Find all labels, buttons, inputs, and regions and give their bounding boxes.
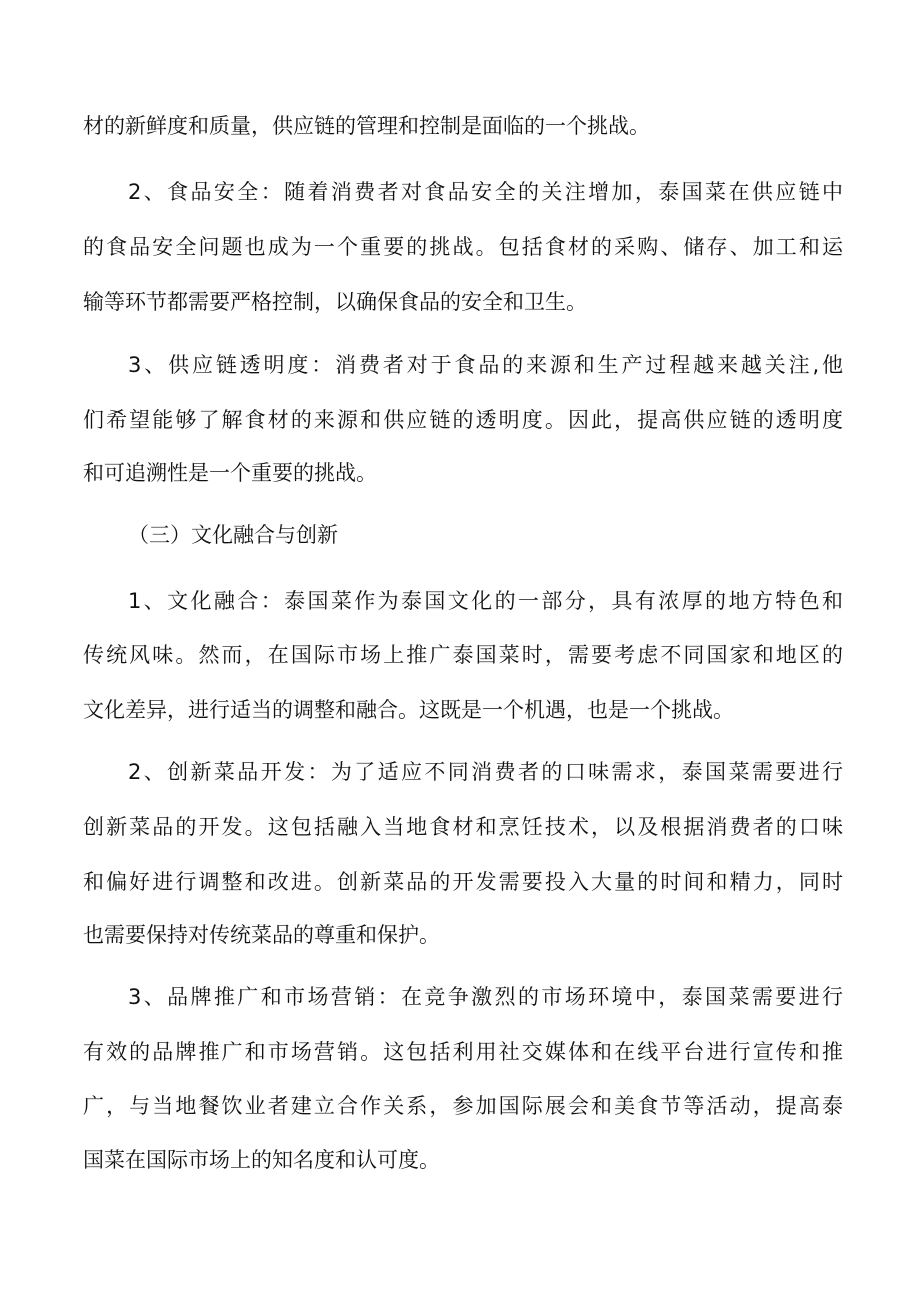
paragraph-line: 创新菜品的开发。这包括融入当地食材和烹饪技术，以及根据消费者的口味 — [83, 815, 843, 839]
paragraph-line: 3、供应链透明度：消费者对于食品的来源和生产过程越来越关注,他 — [128, 353, 843, 377]
paragraph-line: 广，与当地餐饮业者建立合作关系，参加国际展会和美食节等活动，提高泰 — [83, 1094, 843, 1118]
paragraph-line: 3、品牌推广和市场营销：在竞争激烈的市场环境中，泰国菜需要进行 — [128, 985, 843, 1009]
paragraph-line: 2、创新菜品开发：为了适应不同消费者的口味需求，泰国菜需要进行 — [128, 760, 843, 784]
paragraph-line: 和可追溯性是一个重要的挑战。 — [83, 461, 377, 485]
paragraph-line: 的食品安全问题也成为一个重要的挑战。包括食材的采购、储存、加工和运 — [83, 235, 843, 259]
paragraph-line: 材的新鲜度和质量，供应链的管理和控制是面临的一个挑战。 — [83, 114, 650, 138]
paragraph-line: 有效的品牌推广和市场营销。这包括利用社交媒体和在线平台进行宣传和推 — [83, 1040, 843, 1064]
paragraph-line: 也需要保持对传统菜品的尊重和保护。 — [83, 923, 440, 947]
paragraph-line: 和偏好进行调整和改进。创新菜品的开发需要投入大量的时间和精力，同时 — [83, 870, 843, 894]
paragraph-line: 2、食品安全：随着消费者对食品安全的关注增加，泰国菜在供应链中 — [128, 180, 843, 204]
paragraph-line: 1、文化融合：泰国菜作为泰国文化的一部分，具有浓厚的地方特色和 — [128, 589, 843, 613]
paragraph-line: 文化差异，进行适当的调整和融合。这既是一个机遇，也是一个挑战。 — [83, 698, 734, 722]
section-heading: （三）文化融合与创新 — [128, 523, 338, 547]
paragraph-line: 传统风味。然而，在国际市场上推广泰国菜时，需要考虑不同国家和地区的 — [83, 643, 843, 667]
paragraph-line: 输等环节都需要严格控制，以确保食品的安全和卫生。 — [83, 290, 587, 314]
paragraph-line: 们希望能够了解食材的来源和供应链的透明度。因此，提高供应链的透明度 — [83, 408, 843, 432]
paragraph-line: 国菜在国际市场上的知名度和认可度。 — [83, 1148, 440, 1172]
